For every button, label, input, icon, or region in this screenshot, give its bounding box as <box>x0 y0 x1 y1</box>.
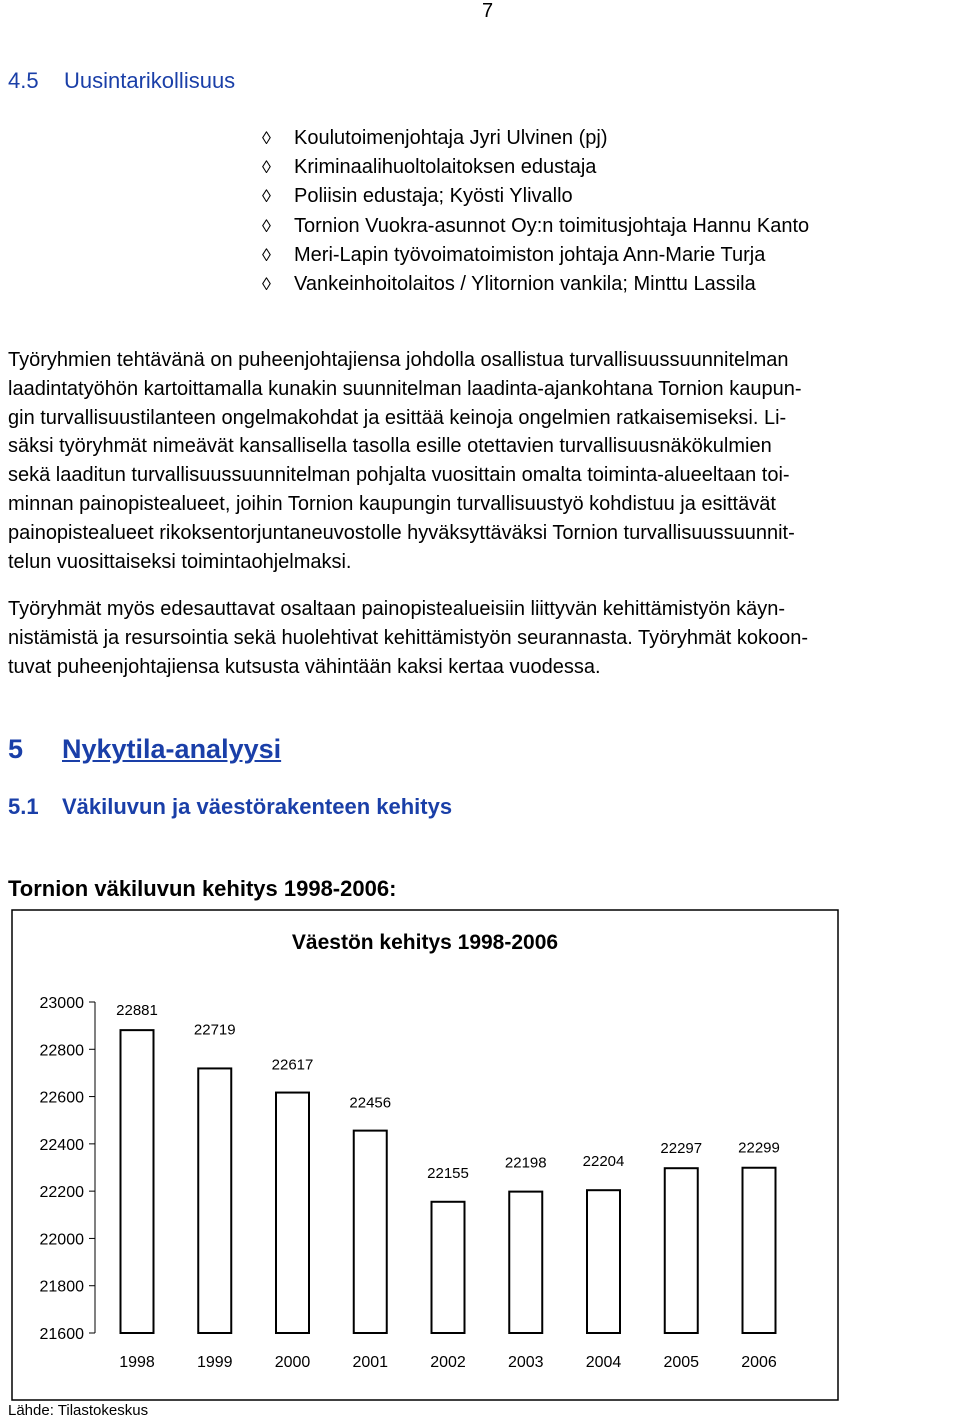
data-label: 22155 <box>427 1164 469 1182</box>
list-item-text: Meri-Lapin työvoimatoimiston johtaja Ann-Marie Turja <box>294 243 766 266</box>
section-title: Uusintarikollisuus <box>64 68 236 93</box>
chapter-heading <box>8 734 281 765</box>
list-item-text: Koulutoimenjohtaja Jyri Ulvinen (pj) <box>294 127 608 149</box>
diamond-bullet-icon: ◊ <box>262 157 271 178</box>
data-label: 22198 <box>504 1154 547 1172</box>
data-label: 22204 <box>582 1153 625 1171</box>
chart-container <box>0 908 960 1407</box>
diamond-bullet-icon: ◊ <box>262 128 271 148</box>
diamond-bullet-icon: ◊ <box>262 215 271 236</box>
diamond-bullet-icon: ◊ <box>262 244 271 265</box>
member-list <box>262 124 809 299</box>
x-tick-label: 2004 <box>585 1354 622 1371</box>
paragraph-line: telun vuosittaiseksi toimintaohjelmaksi. <box>8 550 352 573</box>
bar <box>587 1190 620 1333</box>
list-item <box>262 182 809 211</box>
x-tick-label: 2006 <box>741 1354 777 1371</box>
chart-title: Väestön kehitys 1998-2006 <box>291 931 559 954</box>
list-item <box>262 153 809 182</box>
list-item-text: Kriminaalihuoltolaitoksen edustaja <box>294 156 597 179</box>
diamond-bullet-icon: ◊ <box>262 274 271 295</box>
list-item <box>262 212 809 241</box>
diamond-bullet-icon: ◊ <box>262 186 271 207</box>
chart-heading: Tornion väkiluvun kehitys 1998-2006: <box>8 876 397 901</box>
y-tick-label: 21600 <box>39 1326 84 1343</box>
paragraph-line: painopistealueet rikoksentorjuntaneuvostolle hyväksyttäväksi Tornion turvallisuussuunnit- <box>8 521 795 544</box>
section-number: 4.5 <box>8 68 39 93</box>
paragraph-line: nistämistä ja resursointia sekä huolehtivat kehittämistyön seurannasta. Työryhmät kokoon- <box>8 626 809 649</box>
paragraph-tasks <box>8 346 952 576</box>
data-label: 22297 <box>660 1140 703 1158</box>
source-note: Lähde: Tilastokeskus <box>8 1402 149 1419</box>
data-label: 22456 <box>349 1094 392 1112</box>
y-tick-label: 23000 <box>39 995 84 1012</box>
x-tick-label: 2001 <box>352 1354 389 1371</box>
bar <box>354 1131 387 1333</box>
y-tick-label: 22000 <box>39 1231 84 1249</box>
bar <box>665 1168 698 1333</box>
paragraph-line: gin turvallisuustilanteen ongelmakohdat ja esittää keinoja ongelmien ratkaisemiseksi. Li- <box>8 406 787 429</box>
chapter-title: Nykytila-analyysi <box>62 734 282 764</box>
y-tick-label: 22600 <box>39 1089 84 1107</box>
y-tick-label: 21800 <box>39 1278 84 1296</box>
list-item <box>262 241 809 270</box>
paragraph-development <box>8 595 952 681</box>
subsection-heading <box>8 794 452 820</box>
subsection-title: Väkiluvun ja väestörakenteen kehitys <box>62 794 453 819</box>
section-heading <box>8 68 235 94</box>
paragraph-line: Työryhmät myös edesauttavat osaltaan painopistealueisiin liittyvän kehittämistyön käyn- <box>8 598 786 620</box>
bar <box>743 1168 776 1333</box>
list-item <box>262 124 809 153</box>
y-tick-label: 22400 <box>39 1136 84 1154</box>
data-label: 22299 <box>738 1139 780 1157</box>
subsection-number: 5.1 <box>8 794 39 819</box>
y-tick-label: 22200 <box>39 1184 84 1202</box>
bar <box>198 1068 231 1333</box>
bar <box>276 1093 309 1333</box>
x-tick-label: 2002 <box>430 1354 466 1371</box>
x-tick-label: 2000 <box>274 1354 311 1371</box>
paragraph-line: säksi työryhmät nimeävät kansallisella tasolla esille otettavien turvallisuusnäkökulmien <box>8 435 772 458</box>
list-item-text: Tornion Vuokra-asunnot Oy:n toimitusjohtaja Hannu Kanto <box>294 214 810 237</box>
population-chart <box>0 908 960 1402</box>
paragraph-line: laadintatyöhön kartoittamalla kunakin suunnitelman laadinta-ajankohtana Tornion kaupun- <box>8 377 802 400</box>
bar <box>121 1030 154 1333</box>
bar <box>432 1202 465 1333</box>
x-tick-label: 2005 <box>663 1354 700 1371</box>
list-item-text: Vankeinhoitolaitos / Ylitornion vankila; Minttu Lassila <box>294 273 756 296</box>
x-tick-label: 2003 <box>507 1354 544 1371</box>
paragraph-line: sekä laaditun turvallisuussuunnitelman pohjalta vuosittain omalta toiminta-alueeltaan toi- <box>8 464 790 487</box>
paragraph-line: minnan painopistealueet, joihin Tornion kaupungin turvallisuustyö kohdistuu ja esittävät <box>8 492 776 515</box>
data-label: 22617 <box>271 1056 314 1074</box>
data-label: 22881 <box>116 1002 158 1020</box>
page-number: 7 <box>482 0 494 22</box>
x-tick-label: 1998 <box>119 1354 155 1371</box>
chapter-number: 5 <box>8 734 24 764</box>
data-label: 22719 <box>193 1021 236 1039</box>
x-tick-label: 1999 <box>196 1354 233 1371</box>
list-item-text: Poliisin edustaja; Kyösti Ylivallo <box>294 185 573 208</box>
bar <box>509 1192 542 1333</box>
list-item <box>262 270 809 299</box>
paragraph-line: tuvat puheenjohtajiensa kutsusta vähintään kaksi kertaa vuodessa. <box>8 655 601 678</box>
y-tick-label: 22800 <box>39 1042 84 1060</box>
paragraph-line: Työryhmien tehtävänä on puheenjohtajiensa johdolla osallistua turvallisuussuunnitelman <box>8 349 789 371</box>
